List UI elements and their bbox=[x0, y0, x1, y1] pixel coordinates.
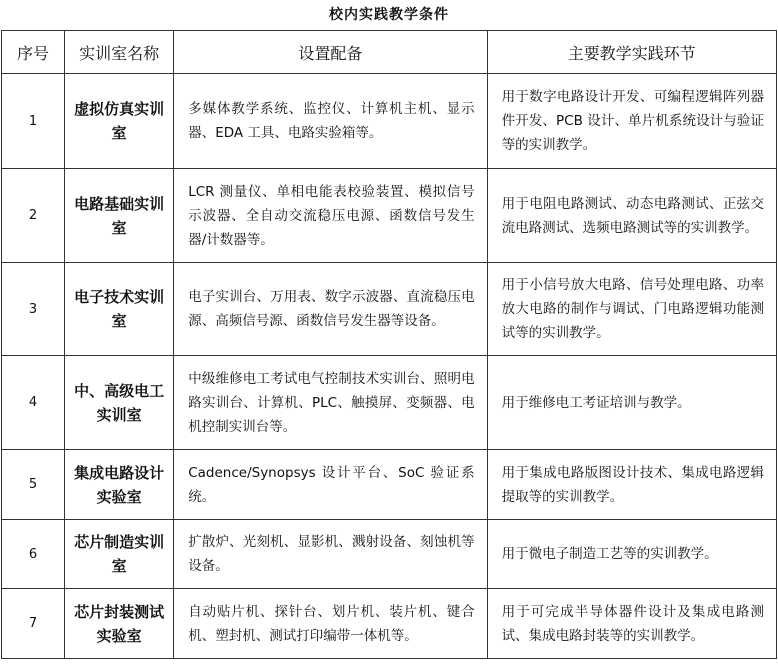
row-index: 4 bbox=[2, 356, 65, 450]
header-index: 序号 bbox=[2, 31, 65, 74]
room-name: 电路基础实训室 bbox=[65, 169, 174, 263]
room-name: 集成电路设计实验室 bbox=[65, 450, 174, 520]
row-index: 3 bbox=[2, 263, 65, 356]
row-index: 2 bbox=[2, 169, 65, 263]
practice-cell: 用于集成电路版图设计技术、集成电路逻辑提取等的实训教学。 bbox=[487, 450, 776, 520]
practice-cell: 用于微电子制造工艺等的实训教学。 bbox=[487, 520, 776, 589]
room-name: 芯片封装测试实验室 bbox=[65, 589, 174, 659]
table-row bbox=[2, 450, 777, 520]
room-name: 芯片制造实训室 bbox=[65, 520, 174, 589]
equipment-cell: 电子实训台、万用表、数字示波器、直流稳压电源、高频信号源、函数信号发生器等设备。 bbox=[174, 263, 487, 356]
table-row bbox=[2, 520, 777, 589]
practice-cell: 用于电阻电路测试、动态电路测试、正弦交流电路测试、选频电路测试等的实训教学。 bbox=[487, 169, 776, 263]
table-row bbox=[2, 74, 777, 169]
table-row bbox=[2, 169, 777, 263]
equipment-cell: Cadence/Synopsys 设计平台、SoC 验证系统。 bbox=[174, 450, 487, 520]
room-name: 电子技术实训室 bbox=[65, 263, 174, 356]
equipment-cell: 中级维修电工考试电气控制技术实训台、照明电路实训台、计算机、PLC、触摸屏、变频器、电机控制实训台等。 bbox=[174, 356, 487, 450]
equipment-cell: 多媒体教学系统、监控仪、计算机主机、显示器、EDA 工具、电路实验箱等。 bbox=[174, 74, 487, 169]
table-title: 校内实践教学条件 bbox=[329, 7, 449, 23]
row-index: 1 bbox=[2, 74, 65, 169]
table-row bbox=[2, 589, 777, 659]
row-index: 7 bbox=[2, 589, 65, 659]
practice-cell: 用于可完成半导体器件设计及集成电路测试、集成电路封装等的实训教学。 bbox=[487, 589, 776, 659]
header-name: 实训室名称 bbox=[65, 31, 174, 74]
room-name: 中、高级电工实训室 bbox=[65, 356, 174, 450]
equipment-cell: 扩散炉、光刻机、显影机、溅射设备、刻蚀机等设备。 bbox=[174, 520, 487, 589]
row-index: 6 bbox=[2, 520, 65, 589]
equipment-cell: 自动贴片机、探针台、划片机、装片机、键合机、塑封机、测试打印编带一体机等。 bbox=[174, 589, 487, 659]
header-practice: 主要教学实践环节 bbox=[487, 31, 776, 74]
practice-cell: 用于数字电路设计开发、可编程逻辑阵列器件开发、PCB 设计、单片机系统设计与验证等的实训教学。 bbox=[487, 74, 776, 169]
row-index: 5 bbox=[2, 450, 65, 520]
practice-cell: 用于维修电工考证培训与教学。 bbox=[487, 356, 776, 450]
equipment-cell: LCR 测量仪、单相电能表校验装置、模拟信号示波器、全自动交流稳压电源、函数信号发生器/计数器等。 bbox=[174, 169, 487, 263]
header-row bbox=[2, 31, 777, 74]
table-row bbox=[2, 356, 777, 450]
teaching-conditions-table bbox=[1, 30, 777, 659]
practice-cell: 用于小信号放大电路、信号处理电路、功率放大电路的制作与调试、门电路逻辑功能测试等的实训教学。 bbox=[487, 263, 776, 356]
header-equipment: 设置配备 bbox=[174, 31, 487, 74]
room-name: 虚拟仿真实训室 bbox=[65, 74, 174, 169]
table-row bbox=[2, 263, 777, 356]
